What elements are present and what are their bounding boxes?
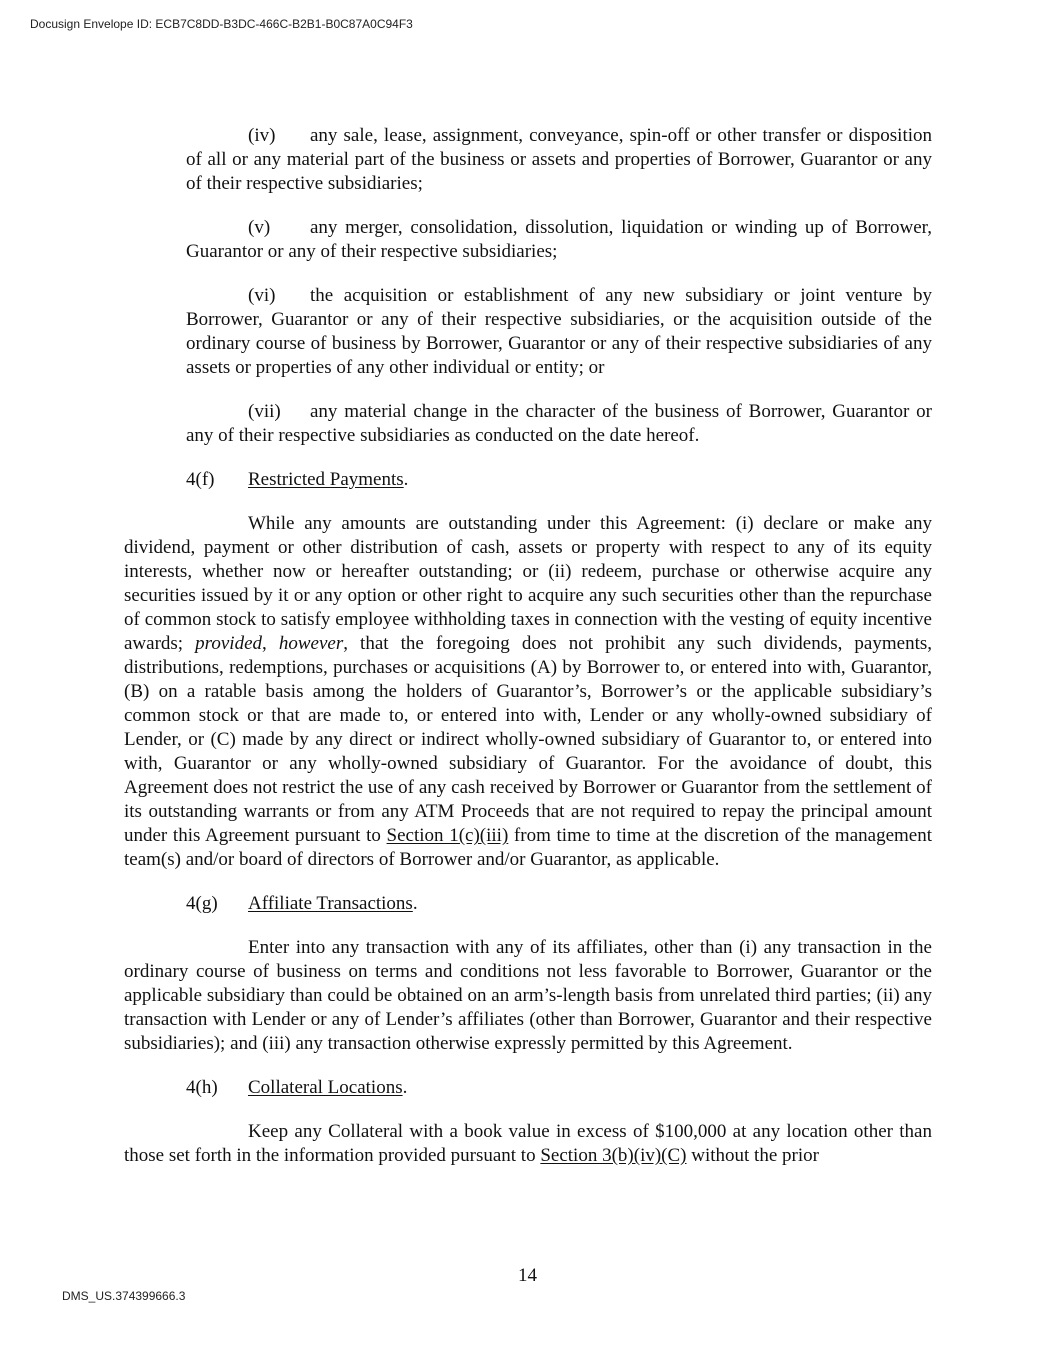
section-heading-4g <box>124 892 932 916</box>
list-item-v <box>186 216 932 264</box>
item-number: (vi) <box>248 285 276 306</box>
list-item-iv <box>186 124 932 196</box>
section-number: 4(g) <box>186 893 218 914</box>
item-number: (iv) <box>248 125 276 146</box>
heading-period: . <box>403 469 409 490</box>
body-text: While any amounts are outstanding under this Agreement: (i) declare or make any dividend, payment or other distribution of cash, assets or property with respect to any of its equity interests, whether now or hereafter outstanding; or (ii) redeem, purchase or otherwise acquire any securities issued by it or any option or other right to acquire any such securities other than the repurchase of common stock to satisfy employee withholding taxes in connection with the vesting of equity incentive awards; <box>124 513 932 654</box>
document-body <box>124 124 932 1188</box>
section-title: Restricted Payments <box>248 469 404 490</box>
body-text: , <box>262 633 279 654</box>
cross-reference: Section 1(c)(iii) <box>386 825 509 846</box>
heading-period: . <box>412 893 418 914</box>
body-text: from time to time at the discretion of the management team(s) and/or board of directors of Borrower and/or Guarantor, as applicable. <box>124 825 933 870</box>
emphasis-provided: provided <box>195 633 263 654</box>
body-text: , that the foregoing does not prohibit any such dividends, payments, distributions, redemptions, purchases or acquisitions (A) by Borrower to, or entered into with, Guarantor, (B) on a ratable basis among the holders of Guarantor’s, Borrower’s or the applicable subsidiary’s common stock or that are made to, or entered into with, Lender or any wholly-owned subsidiary of Lender, or (C) made by any direct or indirect wholly-owned subsidiary of Guarantor to, or entered into with, Guarantor or any wholly-owned subsidiary of Guarantor. For the avoidance of doubt, this Agreement does not restrict the use of any cash received by Borrower or Guarantor from the settlement of its outstanding warrants or from any ATM Proceeds that are not required to repay the principal amount under this Agreement pursuant to <box>124 633 932 846</box>
list-item-vii <box>186 400 932 448</box>
page-number: 14 <box>518 1265 537 1286</box>
section-heading-4f <box>124 468 932 492</box>
item-text: any merger, consolidation, dissolution, liquidation or winding up of Borrower, Guarantor or any of their respective subsidiaries; <box>186 217 932 262</box>
envelope-id: Docusign Envelope ID: ECB7C8DD-B3DC-466C-B2B1-B0C87A0C94F3 <box>30 17 413 31</box>
body-text: Keep any Collateral with a book value in excess of $100,000 at any location other than those set forth in the information provided pursuant to <box>124 1121 932 1166</box>
section-heading-4h <box>124 1076 932 1100</box>
section-number: 4(h) <box>186 1077 218 1098</box>
body-text: without the prior <box>686 1145 819 1166</box>
item-text: the acquisition or establishment of any new subsidiary or joint venture by Borrower, Guarantor or any of their respective subsidiaries, or the acquisition outside of the ordinary course of business by Borrower, Guarantor or any of their respective subsidiaries of any assets or properties of any other individual or entity; or <box>186 285 932 378</box>
section-title: Affiliate Transactions <box>248 893 413 914</box>
list-item-vi <box>186 284 932 380</box>
section-4h-body <box>124 1120 932 1168</box>
emphasis-however: however <box>278 633 344 654</box>
cross-reference: Section 3(b)(iv)(C) <box>540 1145 687 1166</box>
item-text: any material change in the character of the business of Borrower, Guarantor or any of their respective subsidiaries as conducted on the date hereof. <box>186 401 932 446</box>
item-number: (v) <box>248 217 271 238</box>
section-4f-body <box>124 512 932 872</box>
item-number: (vii) <box>248 401 281 422</box>
section-title: Collateral Locations <box>248 1077 403 1098</box>
item-text: any sale, lease, assignment, conveyance, spin-off or other transfer or disposition of all or any material part of the business or assets and properties of Borrower, Guarantor or any of their respective subsidiaries; <box>186 125 932 194</box>
section-number: 4(f) <box>186 469 215 490</box>
document-id: DMS_US.374399666.3 <box>62 1289 186 1303</box>
heading-period: . <box>402 1077 408 1098</box>
section-4g-body: Enter into any transaction with any of its affiliates, other than (i) any transaction in the ordinary course of business on terms and conditions not less favorable to Borrower, Guarantor or the applicable subsidiary than could be obtained on an arm’s-length basis from unrelated third parties; (ii) any transaction with Lender or any of Lender’s affiliates (other than Borrower, Guarantor and their respective subsidiaries); and (iii) any transaction otherwise expressly permitted by this Agreement. <box>124 937 932 1054</box>
